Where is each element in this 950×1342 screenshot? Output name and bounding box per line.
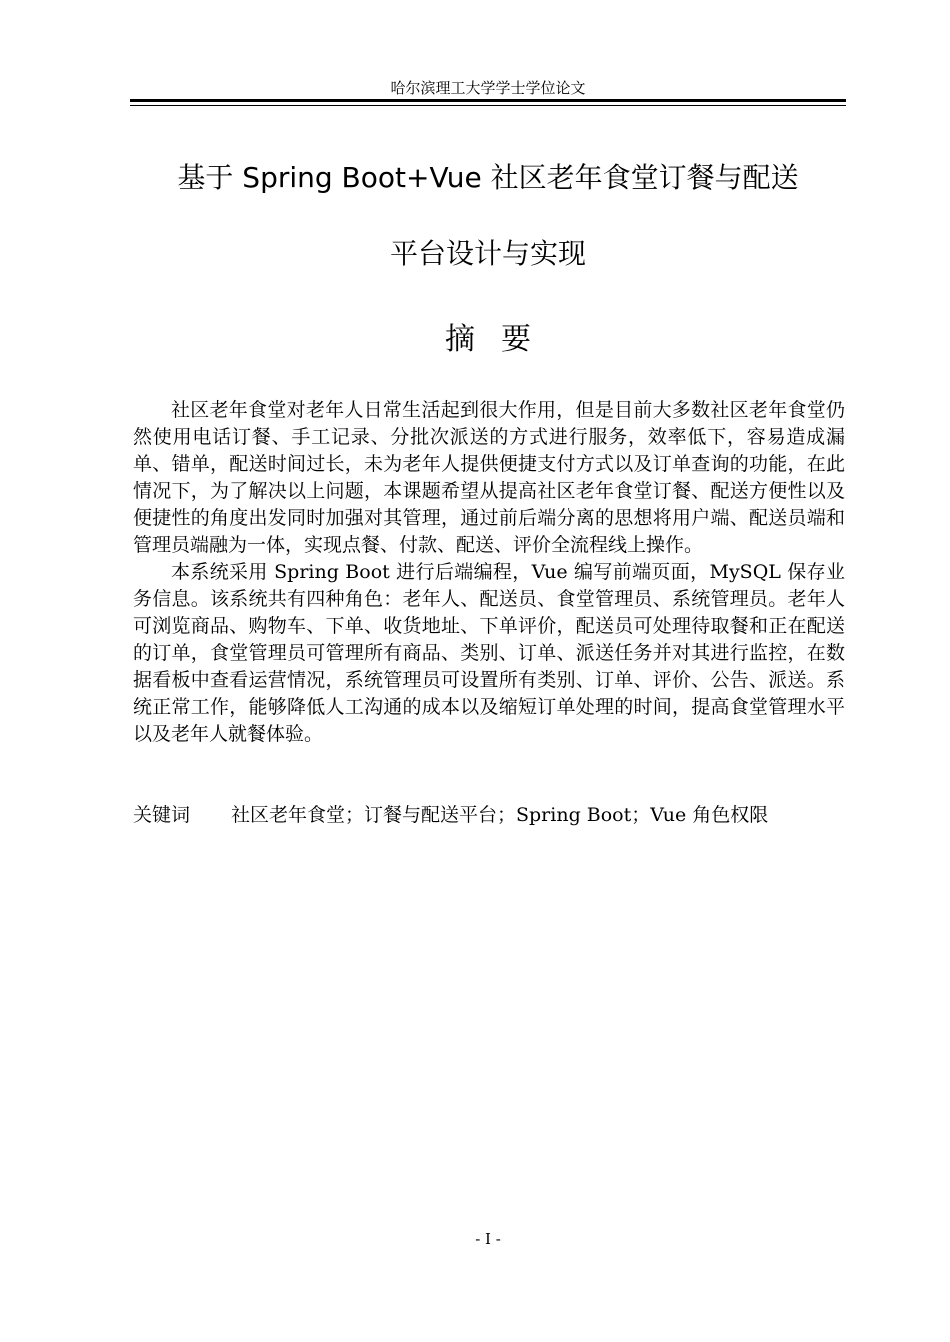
abstract-paragraph-1: 社区老年食堂对老年人日常生活起到很大作用，但是目前大多数社区老年食堂仍然使用电话订餐、手工记录、分批次派送的方式进行服务，效率低下，容易造成漏单、错单，配送时间过长，未为老年人提供便捷支付方式以及订单查询的功能，在此情况下，为了解决以上问题，本课题希望从提高社区老年食堂订餐、配送方便性以及便捷性的角度出发同时加强对其管理，通过前后端分离的思想将用户端、配送员端和管理员端融为一体，实现点餐、付款、配送、评价全流程线上操作。 (133, 399, 845, 556)
keywords-label: 关键词 (133, 804, 191, 826)
page-number: - I - (475, 1230, 501, 1248)
abstract-body (133, 397, 845, 748)
thesis-title-line-2: 平台设计与实现 (389, 237, 586, 270)
running-header-title: 哈尔滨理工大学学士学位论文 (390, 79, 586, 97)
header-rule-thin (130, 105, 846, 106)
keywords-text: 社区老年食堂；订餐与配送平台；Spring Boot；Vue 角色权限 (231, 804, 769, 826)
thesis-title-line-1: 基于 Spring Boot+Vue 社区老年食堂订餐与配送 (177, 161, 799, 194)
keywords-line (133, 802, 845, 829)
header-rule-thick (130, 99, 846, 102)
abstract-paragraph-2: 本系统采用 Spring Boot 进行后端编程，Vue 编写前端页面，MySQL 保存业务信息。该系统共有四种角色：老年人、配送员、食堂管理员、系统管理员。老年人可浏览商品、购物车、下单、收货地址、下单评价，配送员可处理待取餐和正在配送的订单，食堂管理员可管理所有商品、类别、订单、派送任务并对其进行监控，在数据看板中查看运营情况，系统管理员可设置所有类别、订单、评价、公告、派送。系统正常工作，能够降低人工沟通的成本以及缩短订单处理的时间，提高食堂管理水平以及老年人就餐体验。 (133, 561, 845, 745)
abstract-heading: 摘要 (445, 322, 557, 357)
